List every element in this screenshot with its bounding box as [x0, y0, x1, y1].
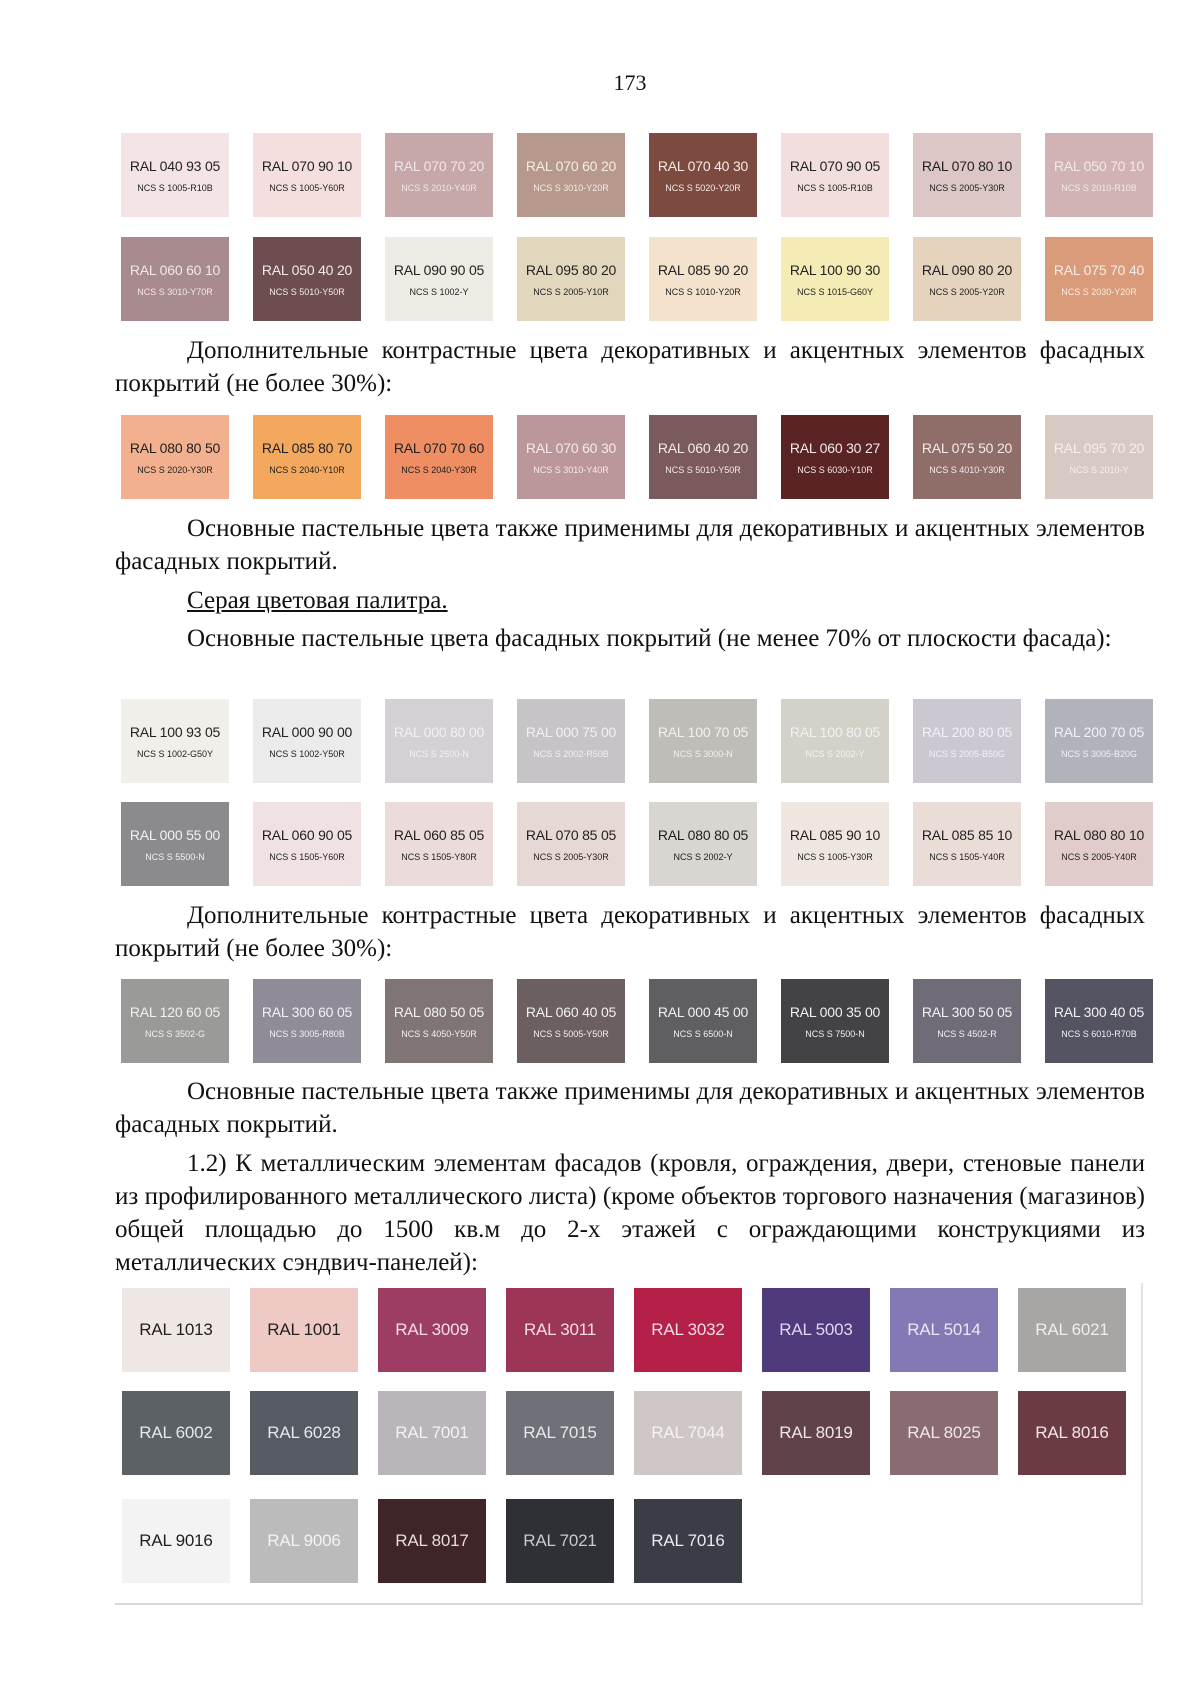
ncs-code: NCS S 2005-Y30R — [929, 182, 1005, 193]
ral-code: RAL 070 40 30 — [657, 157, 749, 174]
warm-row-2 — [121, 237, 1153, 321]
ral-code: RAL 120 60 05 — [129, 1003, 221, 1020]
ral-code: RAL 085 85 10 — [921, 826, 1013, 843]
pastel-also-label-1: Основные пастельные цвета также применимы для декоративных и акцентных элементов фасадных покрытий. — [115, 515, 1145, 575]
gray-accent-row — [121, 979, 1153, 1063]
ncs-code: NCS S 5010-Y50R — [269, 286, 345, 297]
color-swatch — [385, 237, 493, 321]
metal-row-3 — [122, 1499, 742, 1583]
ral-code: RAL 000 75 00 — [525, 723, 617, 740]
ral-code: RAL 100 93 05 — [129, 723, 221, 740]
color-swatch — [781, 133, 889, 217]
metal-row-1 — [122, 1288, 1126, 1372]
color-swatch — [1045, 802, 1153, 886]
color-swatch — [781, 415, 889, 499]
color-swatch — [385, 415, 493, 499]
pastel-also-text-1 — [115, 512, 1145, 578]
ral-code: RAL 090 80 20 — [921, 261, 1013, 278]
color-swatch — [913, 415, 1021, 499]
ral-code: RAL 060 60 10 — [129, 261, 221, 278]
color-swatch — [506, 1499, 614, 1583]
color-swatch — [378, 1499, 486, 1583]
color-swatch — [913, 237, 1021, 321]
color-swatch — [121, 699, 229, 783]
color-swatch — [250, 1391, 358, 1475]
ncs-code: NCS S 1005-Y30R — [797, 851, 873, 862]
color-swatch — [762, 1288, 870, 1372]
ral-code: RAL 200 80 05 — [921, 723, 1013, 740]
ncs-code: NCS S 1505-Y60R — [269, 851, 345, 862]
warm-row-1 — [121, 133, 1153, 217]
ncs-code: NCS S 3010-Y70R — [137, 286, 213, 297]
color-swatch — [122, 1391, 230, 1475]
color-swatch — [649, 415, 757, 499]
ral-code: RAL 090 90 05 — [393, 261, 485, 278]
ral-code: RAL 1001 — [267, 1320, 341, 1339]
color-swatch — [517, 415, 625, 499]
ral-code: RAL 8016 — [1035, 1423, 1109, 1442]
ral-code: RAL 060 85 05 — [393, 826, 485, 843]
ral-code: RAL 100 90 30 — [789, 261, 881, 278]
ral-code: RAL 085 90 10 — [789, 826, 881, 843]
ncs-code: NCS S 2005-Y30R — [533, 851, 609, 862]
ral-code: RAL 070 90 10 — [261, 157, 353, 174]
color-swatch — [890, 1391, 998, 1475]
ral-code: RAL 080 80 10 — [1053, 826, 1145, 843]
ncs-code: NCS S 3010-Y20R — [533, 182, 609, 193]
color-swatch — [1045, 237, 1153, 321]
color-swatch — [913, 802, 1021, 886]
ncs-code: NCS S 5020-Y20R — [665, 182, 741, 193]
ral-code: RAL 075 70 40 — [1053, 261, 1145, 278]
ncs-code: NCS S 1505-Y80R — [401, 851, 477, 862]
ncs-code: NCS S 2002-Y — [805, 748, 865, 759]
ral-code: RAL 5014 — [907, 1320, 981, 1339]
ncs-code: NCS S 6010-R70B — [1061, 1028, 1137, 1039]
ncs-code: NCS S 2010-Y40R — [401, 182, 477, 193]
color-swatch — [1045, 699, 1153, 783]
ncs-code: NCS S 3502-G — [144, 1028, 206, 1039]
page-number: 173 — [613, 70, 647, 95]
ral-code: RAL 070 60 30 — [525, 439, 617, 456]
pastel-also-label-2: Основные пастельные цвета также применимы для декоративных и акцентных элементов фасадных покрытий. — [115, 1078, 1145, 1138]
ncs-code: NCS S 5500-N — [145, 851, 205, 862]
color-swatch — [385, 979, 493, 1063]
ral-code: RAL 000 45 00 — [657, 1003, 749, 1020]
color-swatch — [506, 1288, 614, 1372]
ncs-code: NCS S 2002-Y — [673, 851, 733, 862]
ncs-code: NCS S 2020-Y30R — [137, 464, 213, 475]
gray-row-1 — [121, 699, 1153, 783]
ral-code: RAL 040 93 05 — [129, 157, 221, 174]
color-swatch — [781, 237, 889, 321]
ral-code: RAL 3009 — [395, 1320, 469, 1339]
gray-main-text — [115, 622, 1145, 655]
color-swatch — [121, 979, 229, 1063]
color-swatch — [121, 415, 229, 499]
ncs-code: NCS S 3005-B20G — [1060, 748, 1138, 759]
color-swatch — [517, 699, 625, 783]
color-swatch — [253, 133, 361, 217]
metal-row-2 — [122, 1391, 1126, 1475]
color-swatch — [253, 237, 361, 321]
color-swatch — [913, 699, 1021, 783]
ral-code: RAL 7021 — [523, 1531, 597, 1550]
ral-code: RAL 3011 — [523, 1320, 597, 1339]
color-swatch — [890, 1288, 998, 1372]
color-swatch — [649, 237, 757, 321]
ncs-code: NCS S 2500-N — [409, 748, 469, 759]
ral-code: RAL 085 90 20 — [657, 261, 749, 278]
ncs-code: NCS S 5010-Y50R — [665, 464, 741, 475]
ral-code: RAL 8019 — [779, 1423, 853, 1442]
color-swatch — [250, 1499, 358, 1583]
ral-code: RAL 070 70 20 — [393, 157, 485, 174]
color-swatch — [253, 415, 361, 499]
gray-row-2 — [121, 802, 1153, 886]
color-swatch — [649, 699, 757, 783]
ral-code: RAL 050 70 10 — [1053, 157, 1145, 174]
ncs-code: NCS S 2040-Y10R — [269, 464, 345, 475]
ral-code: RAL 070 85 05 — [525, 826, 617, 843]
ncs-code: NCS S 2005-B50G — [928, 748, 1006, 759]
ncs-code: NCS S 2005-Y20R — [929, 286, 1005, 297]
ncs-code: NCS S 2030-Y20R — [1061, 286, 1137, 297]
ral-code: RAL 3032 — [651, 1320, 725, 1339]
metal-paragraph-label: 1.2) К металлическим элементам фасадов (кровля, ограждения, двери, стеновые панели из профилированного металлического листа) (кроме объектов торгового назначения (магазинов) общей площадью до 1500 кв.м до 2-х этажей с ограждающими конструкциями из металлических сэндвич-панелей): — [115, 1150, 1145, 1276]
ral-code: RAL 7001 — [395, 1423, 469, 1442]
extra-contrast-label-2: Дополнительные контрастные цвета декоративных и акцентных элементов фасадных покрытий (не более 30%): — [115, 902, 1145, 962]
ncs-code: NCS S 5005-Y50R — [533, 1028, 609, 1039]
color-swatch — [634, 1391, 742, 1475]
ral-code: RAL 6028 — [267, 1423, 341, 1442]
ncs-code: NCS S 2005-Y40R — [1061, 851, 1137, 862]
ncs-code: NCS S 4050-Y50R — [401, 1028, 477, 1039]
color-swatch — [1045, 979, 1153, 1063]
color-swatch — [1045, 133, 1153, 217]
ral-code: RAL 060 30 27 — [789, 439, 881, 456]
ral-code: RAL 7016 — [651, 1531, 725, 1550]
ral-code: RAL 8017 — [395, 1531, 469, 1550]
ncs-code: NCS S 1505-Y40R — [929, 851, 1005, 862]
ncs-code: NCS S 6500-N — [673, 1028, 733, 1039]
ral-code: RAL 070 60 20 — [525, 157, 617, 174]
ral-code: RAL 095 80 20 — [525, 261, 617, 278]
ncs-code: NCS S 2040-Y30R — [401, 464, 477, 475]
ral-code: RAL 070 80 10 — [921, 157, 1013, 174]
gray-heading-label: Серая цветовая палитра. — [187, 587, 448, 614]
color-swatch — [385, 802, 493, 886]
color-swatch — [781, 699, 889, 783]
color-swatch — [649, 802, 757, 886]
ral-code: RAL 100 70 05 — [657, 723, 749, 740]
ncs-code: NCS S 2010-Y — [1069, 464, 1129, 475]
ncs-code: NCS S 3000-N — [673, 748, 733, 759]
ral-code: RAL 080 80 05 — [657, 826, 749, 843]
ncs-code: NCS S 2010-R10B — [1061, 182, 1137, 193]
color-swatch — [517, 237, 625, 321]
ncs-code: NCS S 1005-R10B — [137, 182, 213, 193]
ral-code: RAL 085 80 70 — [261, 439, 353, 456]
color-swatch — [378, 1391, 486, 1475]
color-swatch — [649, 133, 757, 217]
color-swatch — [253, 699, 361, 783]
ral-code: RAL 300 40 05 — [1053, 1003, 1145, 1020]
ral-code: RAL 8025 — [907, 1423, 981, 1442]
ral-code: RAL 080 80 50 — [129, 439, 221, 456]
ncs-code: NCS S 1002-Y — [409, 286, 469, 297]
ncs-code: NCS S 1015-G60Y — [796, 286, 874, 297]
ral-code: RAL 7015 — [523, 1423, 597, 1442]
ral-code: RAL 9016 — [139, 1531, 213, 1550]
ral-code: RAL 200 70 05 — [1053, 723, 1145, 740]
color-swatch — [762, 1391, 870, 1475]
color-swatch — [634, 1499, 742, 1583]
ral-code: RAL 050 40 20 — [261, 261, 353, 278]
color-swatch — [122, 1499, 230, 1583]
ral-code: RAL 1013 — [139, 1320, 213, 1339]
pastel-also-text-2 — [115, 1075, 1145, 1141]
ral-code: RAL 095 70 20 — [1053, 439, 1145, 456]
ral-code: RAL 9006 — [267, 1531, 341, 1550]
color-swatch — [913, 133, 1021, 217]
ral-code: RAL 000 55 00 — [129, 826, 221, 843]
color-swatch — [506, 1391, 614, 1475]
extra-contrast-label-1: Дополнительные контрастные цвета декоративных и акцентных элементов фасадных покрытий (не более 30%): — [115, 337, 1145, 397]
ncs-code: NCS S 1005-R10B — [797, 182, 873, 193]
ral-code: RAL 000 80 00 — [393, 723, 485, 740]
extra-contrast-text-1 — [115, 334, 1145, 400]
ncs-code: NCS S 7500-N — [805, 1028, 865, 1039]
ncs-code: NCS S 3010-Y40R — [533, 464, 609, 475]
color-swatch — [378, 1288, 486, 1372]
ral-code: RAL 070 70 60 — [393, 439, 485, 456]
color-swatch — [121, 237, 229, 321]
ral-code: RAL 060 90 05 — [261, 826, 353, 843]
ral-code: RAL 5003 — [779, 1320, 853, 1339]
ral-code: RAL 300 50 05 — [921, 1003, 1013, 1020]
color-swatch — [634, 1288, 742, 1372]
ral-code: RAL 100 80 05 — [789, 723, 881, 740]
color-swatch — [1018, 1391, 1126, 1475]
ncs-code: NCS S 1005-Y60R — [269, 182, 345, 193]
color-swatch — [1018, 1288, 1126, 1372]
ral-code: RAL 075 50 20 — [921, 439, 1013, 456]
color-swatch — [1045, 415, 1153, 499]
warm-accent-row — [121, 415, 1153, 499]
color-swatch — [517, 979, 625, 1063]
color-swatch — [253, 802, 361, 886]
color-swatch — [517, 802, 625, 886]
ral-code: RAL 6021 — [1035, 1320, 1109, 1339]
ncs-code: NCS S 2002-R50B — [533, 748, 609, 759]
ral-code: RAL 070 90 05 — [789, 157, 881, 174]
ral-code: RAL 000 90 00 — [261, 723, 353, 740]
metal-paragraph — [115, 1147, 1145, 1279]
extra-contrast-text-2 — [115, 899, 1145, 965]
ral-code: RAL 300 60 05 — [261, 1003, 353, 1020]
color-swatch — [781, 979, 889, 1063]
ncs-code: NCS S 4010-Y30R — [929, 464, 1005, 475]
color-swatch — [253, 979, 361, 1063]
color-swatch — [517, 133, 625, 217]
color-swatch — [913, 979, 1021, 1063]
gray-main-label: Основные пастельные цвета фасадных покрытий (не менее 70% от плоскости фасада): — [187, 625, 1112, 652]
ral-code: RAL 000 35 00 — [789, 1003, 881, 1020]
color-swatch — [121, 802, 229, 886]
ral-code: RAL 060 40 20 — [657, 439, 749, 456]
color-swatch — [122, 1288, 230, 1372]
ncs-code: NCS S 3005-R80B — [269, 1028, 345, 1039]
gray-heading — [115, 584, 1145, 617]
color-swatch — [250, 1288, 358, 1372]
color-swatch — [121, 133, 229, 217]
ncs-code: NCS S 2005-Y10R — [533, 286, 609, 297]
ral-code: RAL 6002 — [139, 1423, 213, 1442]
ncs-code: NCS S 1010-Y20R — [665, 286, 741, 297]
ral-code: RAL 080 50 05 — [393, 1003, 485, 1020]
color-swatch — [649, 979, 757, 1063]
ncs-code: NCS S 1002-Y50R — [269, 748, 345, 759]
ncs-code: NCS S 6030-Y10R — [797, 464, 873, 475]
ral-code: RAL 7044 — [651, 1423, 725, 1442]
ncs-code: NCS S 1002-G50Y — [136, 748, 214, 759]
ral-code: RAL 060 40 05 — [525, 1003, 617, 1020]
color-swatch — [385, 699, 493, 783]
color-swatch — [781, 802, 889, 886]
ncs-code: NCS S 4502-R — [937, 1028, 997, 1039]
color-swatch — [385, 133, 493, 217]
